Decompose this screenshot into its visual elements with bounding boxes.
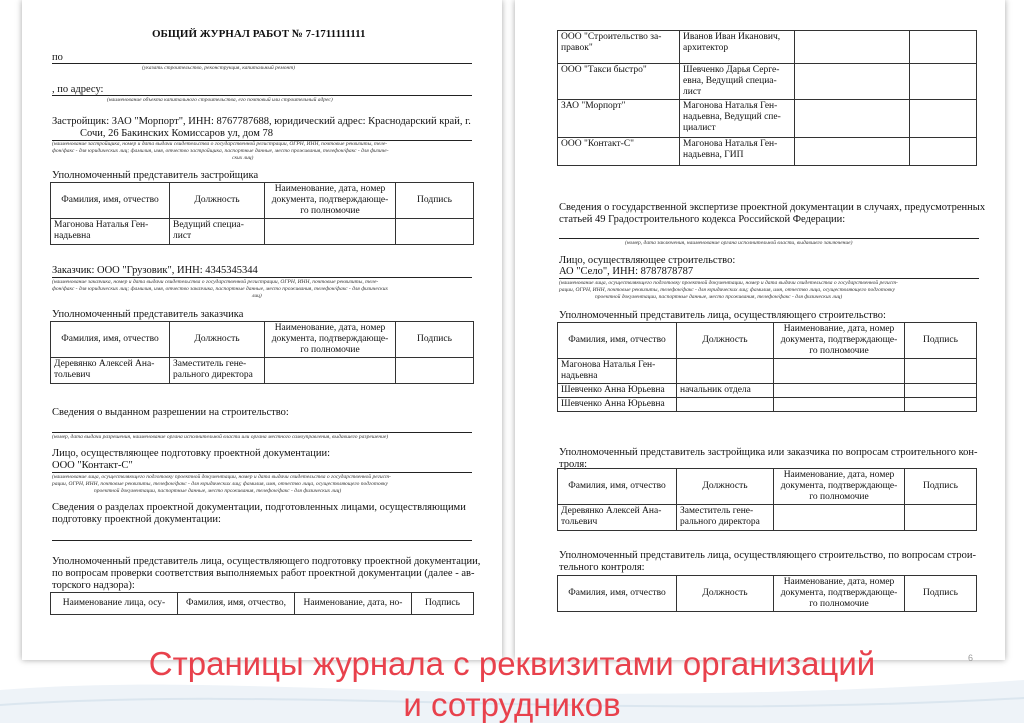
journal-page-left	[22, 0, 502, 660]
expertise-line-2: статьей 49 Градостроительного кодекса Российской Федерации:	[559, 214, 846, 225]
design-rep-line-1: Уполномоченный представитель лица, осуществляющего подготовку проектной документации,	[52, 556, 481, 567]
note-designer-b: рации, ОГРН, ИНН, почтовые реквизиты, телефон/факс - для юридических лиц; фамилия, имя, отчество лица, осуществляющего подготовку	[52, 481, 389, 487]
slide-caption-line-1: Страницы журнала с реквизитами организаций	[148, 645, 876, 682]
po-label: по	[52, 52, 63, 63]
note-designer-a: (наименование лица, осуществляющего подготовку проектной документации, номер и дата выдачи свидетельства о государственной регист-	[52, 474, 391, 480]
table-row: Шевченко Анна Юрьевна	[558, 398, 977, 412]
table-row: ЗАО "Морпорт" Магонова Наталья Ген-надьевна, Ведущий спе-циалист	[558, 100, 977, 138]
developer-line-1: Застройщик: ЗАО "Морпорт", ИНН: 8767787688, юридический адрес: Краснодарский край, г.	[52, 116, 471, 127]
note-builder-c: проектной документации, паспортные данные, место проживания, телефон/факс - для физических лиц)	[595, 294, 843, 300]
builder-rep-table: Фамилия, имя, отчество Должность Наименование, дата, номер документа, подтверждающе-го полномочие Подпись Магонова Наталья Ген-надьевна Шевченко Анна Юрьевна начальник отдела Шевченко Анна Юрьевна	[557, 322, 977, 412]
author-supervision-table	[557, 30, 977, 166]
customer-line: Заказчик: ООО "Грузовик", ИНН: 4345345344	[52, 265, 258, 276]
journal-page-right	[515, 0, 1005, 660]
design-rep-line-2: по вопросам проверки соответствия выполняемых работ проектной документации (далее - ав-	[52, 568, 475, 579]
developer-rep-table	[50, 182, 474, 245]
customer-rep-heading: Уполномоченный представитель заказчика	[52, 309, 244, 320]
builder-label: Лицо, осуществляющее строительство:	[559, 255, 736, 266]
control-rep-line-1: Уполномоченный представитель застройщика или заказчика по вопросам строительного кон-	[559, 447, 978, 458]
address-label: , по адресу:	[52, 84, 104, 95]
note-developer-a: (наименование застройщика, номер и дата выдачи свидетельства о государственной регистрации, ОГРН, ИНН, почтовые реквизиты, теле-	[52, 141, 388, 147]
builder-control-table: Фамилия, имя, отчество Должность Наименование, дата, номер документа, подтверждающе-го полномочие Подпись	[557, 575, 977, 612]
permit-heading: Сведения о выданном разрешении на строительство:	[52, 407, 289, 418]
note-permit: (номер, дата выдачи разрешения, наименование органа исполнительной власти или органа местного самоуправления, выдавшего разрешение)	[52, 434, 389, 440]
col-header-name: Фамилия, имя, отчество	[51, 183, 170, 219]
table-row: ООО "Такси быстро" Шевченко Дарья Серге-евна, Ведущий специа-лист	[558, 64, 977, 100]
note-developer-b: фон/факс - для юридических лиц; фамилия, имя, отчество застройщика, паспортные данные, место проживания, телефон/факс - для физиче-	[52, 148, 389, 154]
note-customer-b: фон/факс - для юридических лиц; фамилия, имя, отчество заказчика, паспортные данные, место проживания, телефон/факс - для физических	[52, 286, 388, 292]
control-rep-line-2: троля:	[559, 459, 588, 470]
builder-rep-heading: Уполномоченный представитель лица, осуществляющего строительство:	[559, 310, 886, 321]
developer-rep-heading: Уполномоченный представитель застройщика	[52, 170, 259, 181]
note-developer-c: ских лиц)	[232, 155, 254, 161]
note-builder-a: (наименование лица, осуществляющего подготовку проектной документации, номер и дата выдачи свидетельства о государственной регист-	[559, 280, 898, 286]
builder-control-line-2: тельного контроля:	[559, 562, 645, 573]
designer-label: Лицо, осуществляющее подготовку проектной документации:	[52, 448, 331, 459]
table-row: Магонова Наталья Ген-надьевна Ведущий специа-лист	[51, 219, 474, 245]
builder-control-line-1: Уполномоченный представитель лица, осуществляющего строительство, по вопросам строи-	[559, 550, 976, 561]
col-header-position: Должность	[170, 183, 265, 219]
note-expertise: (номер, дата заключения, наименование органа исполнительной власти, выдавшего заключение)	[625, 240, 853, 246]
note-builder-b: рации, ОГРН, ИНН, почтовые реквизиты, телефон/факс - для юридических лиц; фамилия, имя, отчество лица, осуществляющего подготовку	[559, 287, 896, 293]
table-row: ООО "Контакт-С" Магонова Наталья Ген-надьевна, ГИП	[558, 138, 977, 166]
table-row: Магонова Наталья Ген-надьевна	[558, 359, 977, 384]
builder-name: АО "Село", ИНН: 8787878787	[559, 266, 694, 277]
customer-rep-table: Фамилия, имя, отчество Должность Наименование, дата, номер документа, подтверждающе-го полномочие Подпись Деревянко Алексей Ана-тольевич Заместитель гене-рального директора	[50, 321, 474, 384]
sections-line-2: подготовку проектной документации:	[52, 514, 221, 525]
table-row: Деревянко Алексей Ана-тольевич Заместитель гене-рального директора	[558, 505, 977, 531]
col-header-document: Наименование, дата, номер документа, подтверждающе-го полномочие	[265, 183, 396, 219]
design-rep-line-3: торского надзора):	[52, 580, 135, 591]
journal-title: ОБЩИЙ ЖУРНАЛ РАБОТ № 7-1711111111	[152, 28, 366, 40]
note-designer-c: проектной документации, паспортные данные, место проживания, телефон/факс - для физических лиц)	[94, 488, 342, 494]
col-header-signature: Подпись	[396, 183, 474, 219]
note-construction-type: (указать строительство, реконструкция, капитальный ремонт)	[142, 65, 296, 71]
design-rep-table: Наименование лица, осу- Фамилия, имя, отчество, Наименование, дата, но- Подпись	[50, 592, 474, 615]
developer-line-2: Сочи, 26 Бакинских Комиссаров ул, дом 78	[80, 128, 273, 139]
note-customer-a: (наименование заказчика, номер и дата выдачи свидетельства о государственной регистрации, ОГРН, ИНН, почтовые реквизиты, теле-	[52, 279, 379, 285]
expertise-line-1: Сведения о государственной экспертизе проектной документации в случаях, предусмотренных	[559, 202, 986, 213]
note-object-name: (наименование объекта капитального строительства, его почтовый или строительный адрес)	[107, 97, 333, 103]
table-row: Шевченко Анна Юрьевна начальник отдела	[558, 384, 977, 398]
table-row: ООО "Строительство за-правок" Иванов Иван Иканович, архитектор	[558, 31, 977, 64]
control-rep-table: Фамилия, имя, отчество Должность Наименование, дата, номер документа, подтверждающе-го полномочие Подпись Деревянко Алексей Ана-тольевич Заместитель гене-рального директора	[557, 468, 977, 531]
slide-caption-line-2: и сотрудников	[403, 686, 621, 723]
table-row: Деревянко Алексей Ана-тольевич Заместитель гене-рального директора	[51, 358, 474, 384]
designer-name: ООО "Контакт-С"	[52, 460, 133, 471]
slide-number: 6	[968, 653, 974, 663]
sections-line-1: Сведения о разделах проектной документации, подготовленных лицами, осуществляющими	[52, 502, 466, 513]
note-customer-c: лиц)	[252, 293, 262, 299]
